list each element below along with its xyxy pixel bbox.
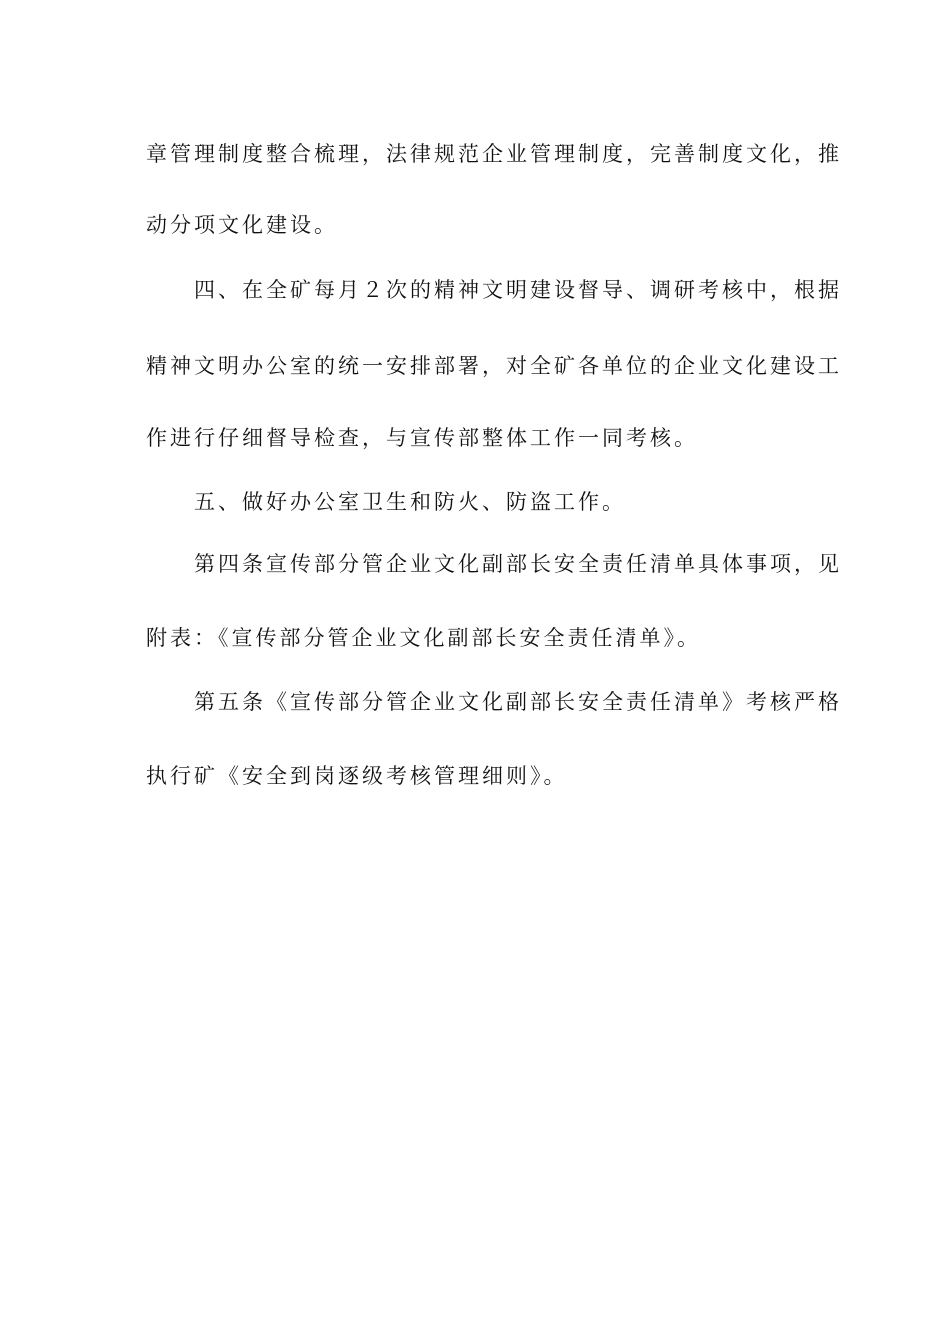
paragraph-2-line-2: 精神文明办公室的统一安排部署，对全矿各单位的企业文化建设工 [146, 354, 842, 378]
paragraph-4-line-2: 附表：《宣传部分管企业文化副部长安全责任清单》。 [146, 626, 701, 650]
paragraph-2-line-1: 四、在全矿每月２次的精神文明建设督导、调研考核中，根据 [194, 278, 842, 302]
paragraph-2-line-3: 作进行仔细督导检查，与宣传部整体工作一同考核。 [146, 426, 698, 450]
paragraph-4-line-1: 第四条宣传部分管企业文化副部长安全责任清单具体事项，见 [194, 552, 842, 576]
paragraph-1-line-2: 动分项文化建设。 [146, 213, 338, 237]
paragraph-1-line-1: 章管理制度整合梳理，法律规范企业管理制度，完善制度文化，推 [146, 142, 842, 166]
paragraph-3-line-1: 五、做好办公室卫生和防火、防盗工作。 [194, 490, 626, 514]
paragraph-5-line-2: 执行矿《安全到岗逐级考核管理细则》。 [146, 764, 568, 788]
paragraph-5-line-1: 第五条《宣传部分管企业文化副部长安全责任清单》考核严格 [194, 690, 842, 714]
